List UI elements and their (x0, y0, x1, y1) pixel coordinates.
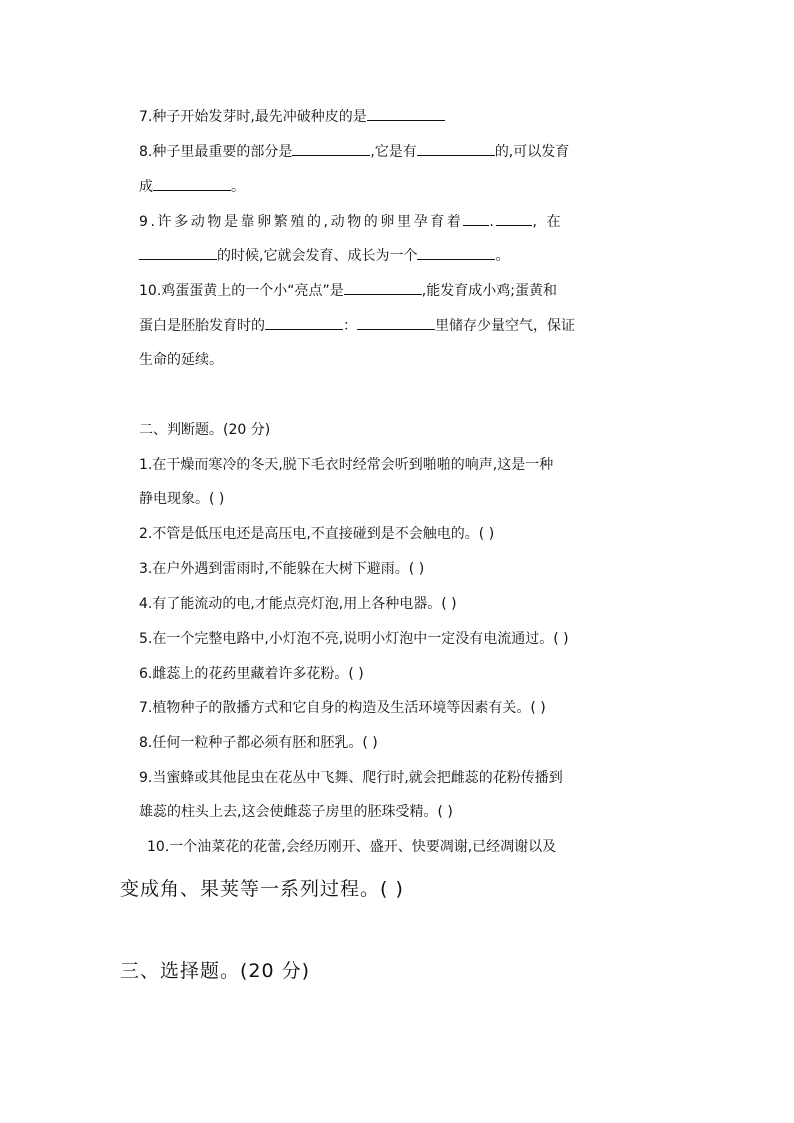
answer-blank[interactable] (463, 211, 489, 226)
judgement-item: 6.雌蕊上的花药里藏着许多花粉。( ) (139, 666, 364, 682)
judgement-item: 5.在一个完整电路中,小灯泡不亮,说明小灯泡中一定没有电流通过。( ) (139, 631, 569, 647)
judgement-item: 9.当蜜蜂或其他昆虫在花丛中飞舞、爬行时,就会把雌蕊的花粉传播到 (139, 770, 563, 786)
answer-blank[interactable] (357, 315, 435, 330)
question-9-line-2: 的时候,它就会发育、成长为一个 。 (139, 245, 509, 266)
question-10-line-2: 蛋白是胚胎发育时的 ： 里储存少量空气，保证 (139, 315, 575, 336)
judgement-item: 8.任何一粒种子都必须有胚和胚乳。( ) (139, 735, 378, 751)
section-heading-judgement: 二、判断题。(20 分) (139, 422, 271, 438)
judgement-item: 4.有了能流动的电,才能点亮灯泡,用上各种电器。( ) (139, 596, 457, 612)
judgement-item: 10.一个油菜花的花蕾,会经历刚开、盛开、快要凋谢,已经凋谢以及 (147, 839, 557, 855)
question-9-line-1: 9.许多动物是靠卵繁殖的,动物的卵里孕育着 . , 在 (139, 211, 563, 232)
answer-blank[interactable] (496, 211, 532, 226)
judgement-item: 7.植物种子的散播方式和它自身的构造及生活环境等因素有关。( ) (139, 700, 546, 716)
section-heading-choice: 三、选择题。(20 分) (120, 960, 311, 982)
question-10-line-1: 10.鸡蛋蛋黄上的一个小“亮点”是 ,能发育成小鸡;蛋黄和 (139, 280, 557, 301)
answer-blank[interactable] (153, 176, 231, 191)
answer-blank[interactable] (417, 245, 495, 260)
judgement-item: 变成角、果荚等一系列过程。( ) (120, 878, 404, 900)
question-7: 7.种子开始发芽时,最先冲破种皮的是 (139, 106, 445, 127)
answer-blank[interactable] (367, 106, 445, 121)
answer-blank[interactable] (292, 141, 370, 156)
question-10-line-3: 生命的延续。 (139, 352, 223, 368)
answer-blank[interactable] (344, 280, 422, 295)
judgement-item: 1.在干燥而寒冷的冬天,脱下毛衣时经常会听到啪啪的响声,这是一种 (139, 457, 554, 473)
question-8-line-1: 8.种子里最重要的部分是 ,它是有 的,可以发育 (139, 141, 569, 162)
judgement-item: 静电现象。( ) (139, 491, 225, 507)
answer-blank[interactable] (417, 141, 495, 156)
question-8-line-2: 成 。 (139, 176, 245, 197)
judgement-item: 2.不管是低压电还是高压电,不直接碰到是不会触电的。( ) (139, 526, 495, 542)
judgement-item: 3.在户外遇到雷雨时,不能躲在大树下避雨。( ) (139, 561, 425, 577)
answer-blank[interactable] (139, 245, 217, 260)
answer-blank[interactable] (265, 315, 343, 330)
judgement-item: 雄蕊的柱头上去,这会使雌蕊子房里的胚珠受精。( ) (139, 804, 453, 820)
